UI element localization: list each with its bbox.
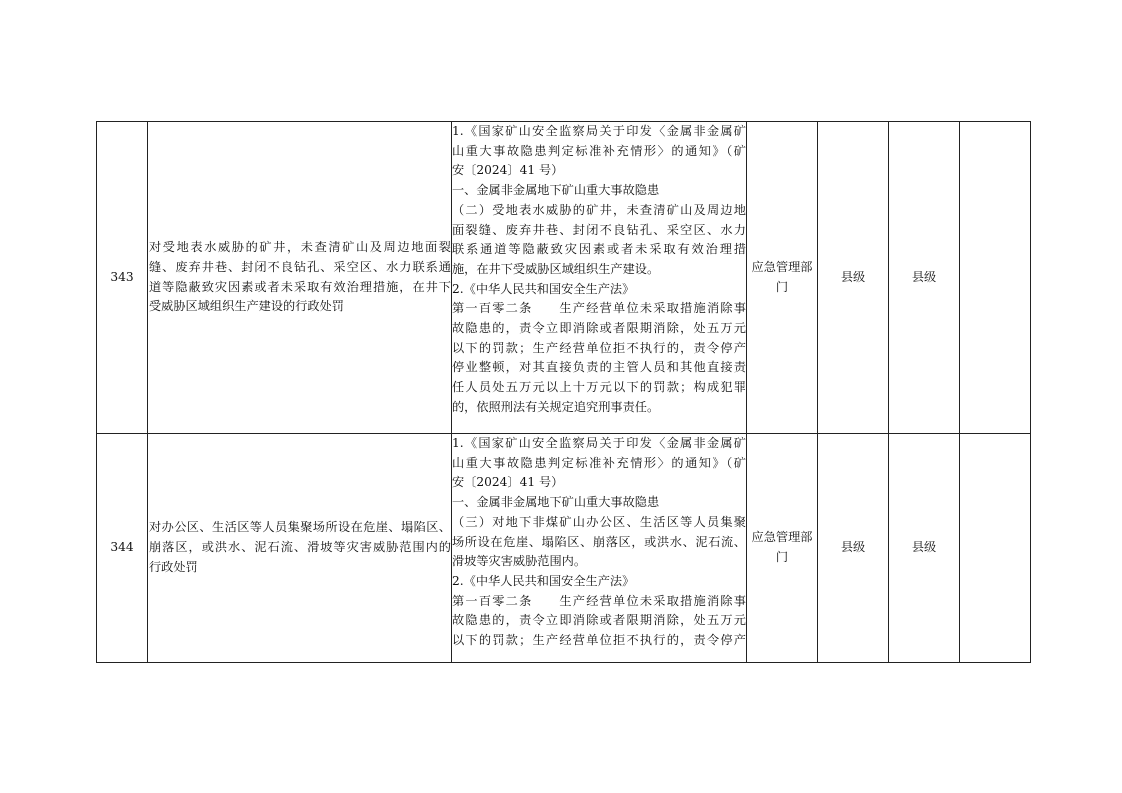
text-line: 山重大事故隐患判定标准补充情形〉的通知》（矿 — [452, 143, 746, 158]
text-line: 场所设在危崖、塌陷区、崩落区，或洪水、泥石流、 — [452, 534, 746, 549]
remarks — [960, 122, 1031, 434]
text-line: 停业整顿，对其直接负责的主管人员和其他直接责 — [452, 360, 746, 375]
text-line: 对办公区、生活区等人员集聚场所设在危崖、塌陷区、 — [149, 520, 451, 535]
text-line: 受威胁区域组织生产建设的行政处罚 — [149, 299, 344, 314]
text-line: 安〔2024〕41 号） — [452, 475, 564, 490]
text-line: 2.《中华人民共和国安全生产法》 — [452, 573, 635, 588]
text-line: 任人员处五万元以上十万元以下的罚款；构成犯罪 — [452, 380, 746, 395]
text-line: 行政处罚 — [149, 559, 198, 574]
text-line: 第一百零二条 生产经营单位未采取措施消除事 — [452, 301, 746, 316]
text-line: 面裂缝、废弃井巷、封闭不良钻孔、采空区、水力 — [452, 222, 746, 237]
text-line: 道等隐蔽致灾因素或者未采取有效治理措施，在井下 — [149, 279, 451, 294]
text-line: 故隐患的，责令立即消除或者限期消除，处五万元 — [452, 613, 746, 628]
text-line: 一、金属非金属地下矿山重大事故隐患 — [452, 183, 660, 198]
exercise-level: 县级 — [818, 434, 889, 663]
text-line: 2.《中华人民共和国安全生产法》 — [452, 281, 635, 296]
text-line: 一、金属非金属地下矿山重大事故隐患 — [452, 495, 660, 510]
item-number: 343 — [97, 122, 148, 434]
responsible-department: 应急管理部门 — [747, 434, 818, 663]
exercise-level: 县级 — [889, 122, 960, 434]
text-line: 崩落区，或洪水、泥石流、滑坡等灾害威胁范围内的 — [149, 540, 451, 555]
text-line: （二）受地表水威胁的矿井，未查清矿山及周边地 — [452, 202, 746, 217]
text-line: 以下的罚款；生产经营单位拒不执行的，责令停产 — [452, 633, 746, 648]
item-description — [148, 434, 452, 663]
text-line: 联系通道等隐蔽致灾因素或者未采取有效治理措 — [452, 242, 746, 257]
text-line: （三）对地下非煤矿山办公区、生活区等人员集聚 — [452, 514, 746, 529]
legal-basis — [452, 434, 747, 663]
text-line: 第一百零二条 生产经营单位未采取措施消除事 — [452, 593, 746, 608]
text-line: 安〔2024〕41 号） — [452, 163, 564, 178]
text-line: 山重大事故隐患判定标准补充情形〉的通知》（矿 — [452, 455, 746, 470]
text-line: 以下的罚款；生产经营单位拒不执行的，责令停产 — [452, 340, 746, 355]
table-row — [97, 122, 1031, 434]
text-line: 对受地表水威胁的矿井，未查清矿山及周边地面裂 — [149, 240, 451, 255]
text-line: 的，依照刑法有关规定追究刑事责任。 — [452, 399, 660, 414]
text-line: 缝、废弃井巷、封闭不良钻孔、采空区、水力联系通 — [149, 259, 451, 274]
text-line: 故隐患的，责令立即消除或者限期消除，处五万元 — [452, 321, 746, 336]
text-line: 施，在井下受威胁区域组织生产建设。 — [452, 261, 660, 276]
text-line: 1.《国家矿山安全监察局关于印发〈金属非金属矿 — [452, 436, 746, 450]
responsible-department: 应急管理部门 — [747, 122, 818, 434]
remarks — [960, 434, 1031, 663]
item-description — [148, 122, 452, 434]
legal-basis — [452, 122, 747, 434]
table-row — [97, 434, 1031, 663]
item-number: 344 — [97, 434, 148, 663]
text-line: 1.《国家矿山安全监察局关于印发〈金属非金属矿 — [452, 124, 746, 138]
text-line: 滑坡等灾害威胁范围内。 — [452, 554, 587, 569]
exercise-level: 县级 — [818, 122, 889, 434]
power-list-table — [96, 121, 1031, 663]
exercise-level: 县级 — [889, 434, 960, 663]
